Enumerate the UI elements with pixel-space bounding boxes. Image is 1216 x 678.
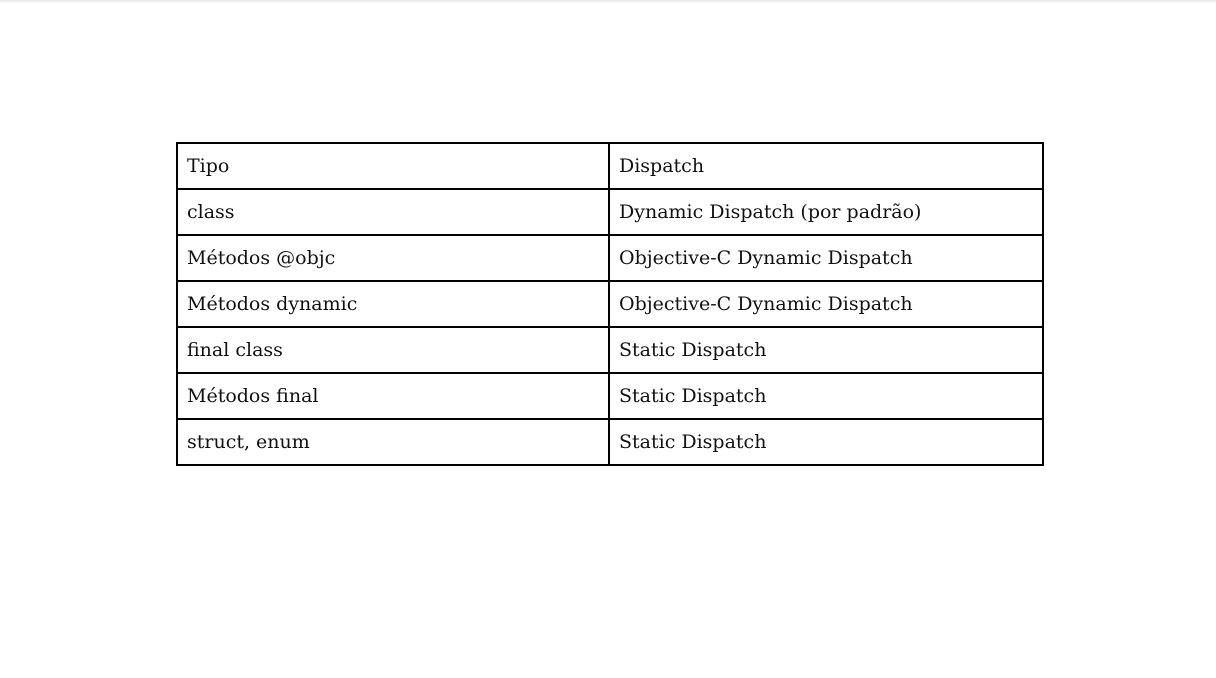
table-row — [177, 235, 1043, 281]
dispatch-table — [176, 142, 1044, 466]
header-cell-dispatch: Dispatch — [609, 143, 1043, 189]
header-cell-tipo: Tipo — [177, 143, 609, 189]
type-cell: Métodos final — [177, 373, 609, 419]
type-cell: class — [177, 189, 609, 235]
dispatch-cell: Dynamic Dispatch (por padrão) — [609, 189, 1043, 235]
table-row — [177, 419, 1043, 465]
type-cell: struct, enum — [177, 419, 609, 465]
type-cell: Métodos dynamic — [177, 281, 609, 327]
dispatch-cell: Objective-C Dynamic Dispatch — [609, 235, 1043, 281]
dispatch-cell: Objective-C Dynamic Dispatch — [609, 281, 1043, 327]
table-row — [177, 189, 1043, 235]
table-header-row — [177, 143, 1043, 189]
dispatch-cell: Static Dispatch — [609, 327, 1043, 373]
dispatch-cell: Static Dispatch — [609, 373, 1043, 419]
table-row — [177, 327, 1043, 373]
table-row — [177, 373, 1043, 419]
table-row — [177, 281, 1043, 327]
type-cell: final class — [177, 327, 609, 373]
type-cell: Métodos @objc — [177, 235, 609, 281]
dispatch-cell: Static Dispatch — [609, 419, 1043, 465]
